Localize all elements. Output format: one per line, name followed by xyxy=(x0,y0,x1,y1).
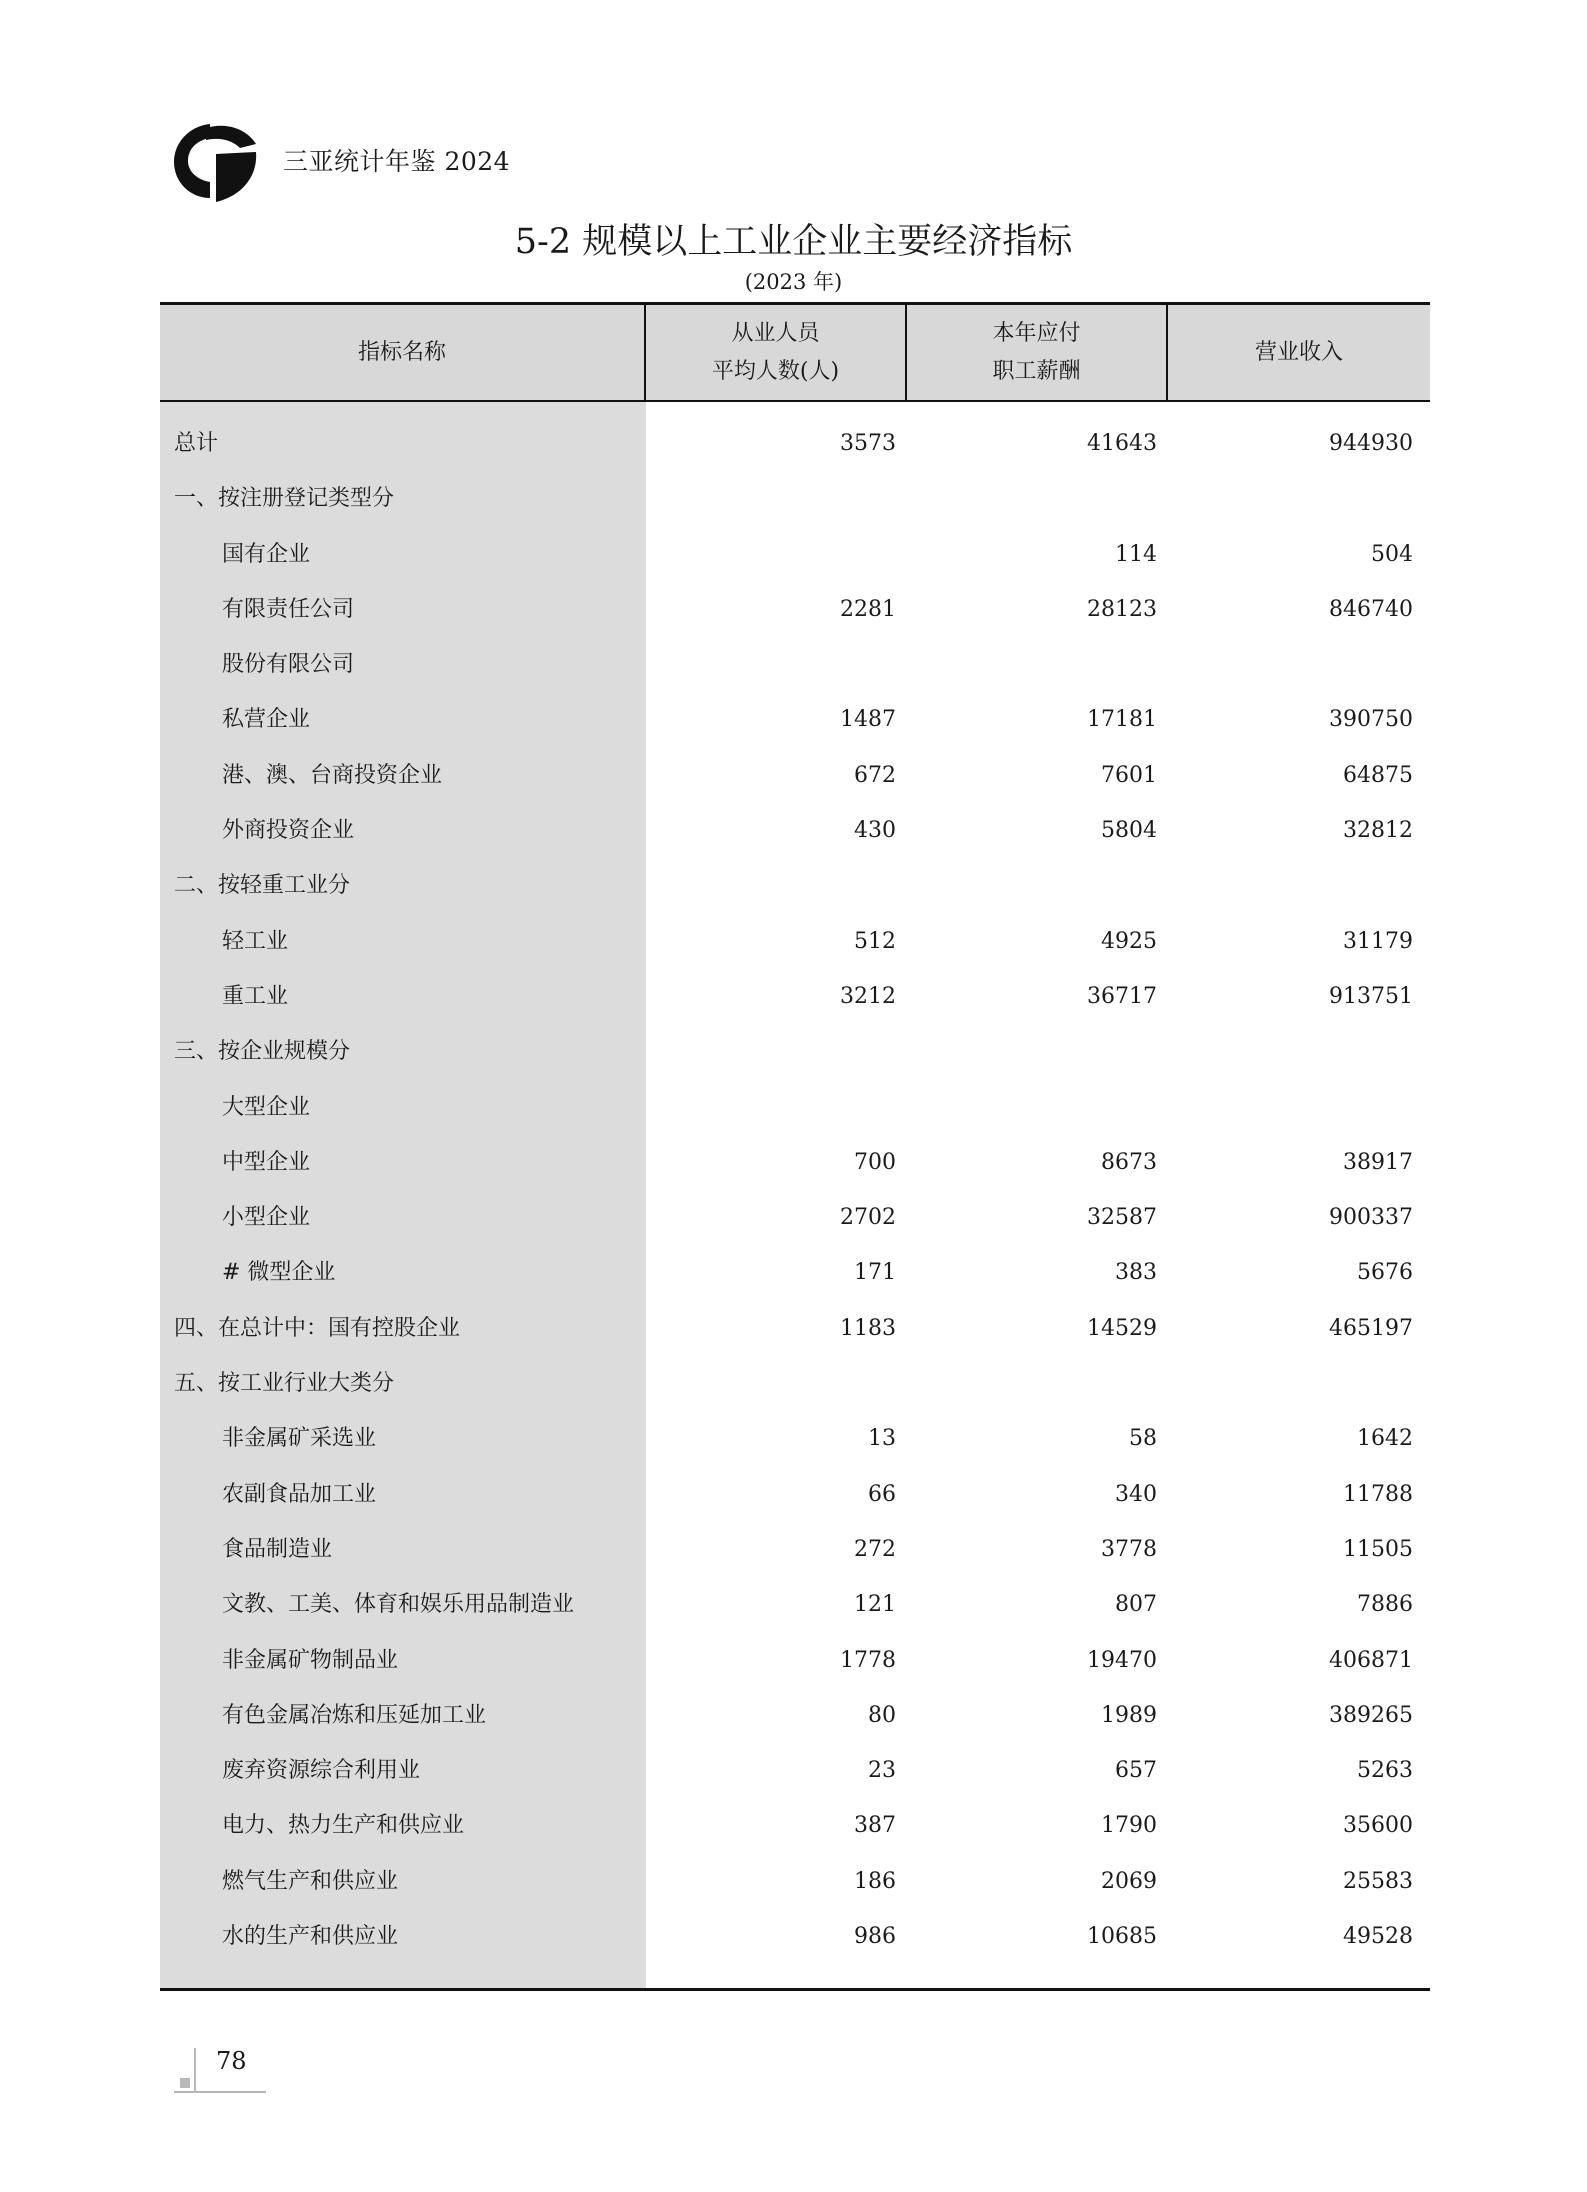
table-row xyxy=(160,1309,1430,1364)
revenue-value: 846740 xyxy=(1329,596,1413,622)
table-row xyxy=(160,1641,1430,1696)
row-name: 二、按轻重工业分 xyxy=(174,873,351,899)
column-header-revenue xyxy=(1168,305,1430,400)
row-name: 电力、热力生产和供应业 xyxy=(222,1813,465,1839)
employees-value: 986 xyxy=(854,1924,896,1950)
revenue-value: 913751 xyxy=(1329,983,1413,1009)
row-name: 有色金属冶炼和压延加工业 xyxy=(222,1702,487,1728)
row-name: # 微型企业 xyxy=(222,1260,336,1286)
payroll-value: 657 xyxy=(1115,1758,1157,1784)
table-row xyxy=(160,1364,1430,1419)
payroll-value: 340 xyxy=(1115,1481,1157,1507)
employees-value: 512 xyxy=(854,928,896,954)
employees-value: 387 xyxy=(854,1813,896,1839)
employees-value: 171 xyxy=(854,1260,896,1286)
payroll-value: 28123 xyxy=(1087,596,1157,622)
employees-value: 80 xyxy=(868,1702,896,1728)
table-row xyxy=(160,1585,1430,1640)
revenue-value: 11788 xyxy=(1343,1481,1413,1507)
payroll-value: 36717 xyxy=(1087,983,1157,1009)
employees-value: 672 xyxy=(854,762,896,788)
table-row xyxy=(160,645,1430,700)
revenue-value: 504 xyxy=(1371,541,1413,567)
payroll-value: 8673 xyxy=(1101,1149,1157,1175)
table-body xyxy=(160,424,1430,1972)
employees-value: 1778 xyxy=(840,1647,896,1673)
column-header-line: 从业人员 xyxy=(731,320,820,346)
table-row xyxy=(160,479,1430,534)
payroll-value: 17181 xyxy=(1087,707,1157,733)
page-number: 78 xyxy=(216,2047,247,2075)
payroll-value: 1989 xyxy=(1101,1702,1157,1728)
column-header-line: 本年应付 xyxy=(992,320,1081,346)
column-header-line: 职工薪酬 xyxy=(992,358,1081,384)
header-bottom-rule xyxy=(160,400,1430,402)
revenue-value: 35600 xyxy=(1343,1813,1413,1839)
payroll-value: 41643 xyxy=(1087,431,1157,456)
payroll-value: 2069 xyxy=(1101,1868,1157,1894)
yearbook-logo-icon xyxy=(170,118,260,204)
table-row xyxy=(160,1419,1430,1474)
employees-value: 121 xyxy=(854,1592,896,1618)
revenue-value: 31179 xyxy=(1343,928,1413,954)
employees-value: 430 xyxy=(854,818,896,844)
column-header-line: 指标名称 xyxy=(357,339,446,365)
page-marker-underline xyxy=(174,2091,266,2093)
table-row xyxy=(160,424,1430,479)
revenue-value: 1642 xyxy=(1357,1426,1413,1452)
employees-value: 2702 xyxy=(840,1205,896,1231)
payroll-value: 58 xyxy=(1129,1426,1157,1452)
row-name: 水的生产和供应业 xyxy=(222,1924,399,1950)
data-table xyxy=(160,302,1430,1991)
payroll-value: 32587 xyxy=(1087,1205,1157,1231)
payroll-value: 3778 xyxy=(1101,1536,1157,1562)
column-header-payroll xyxy=(907,305,1166,400)
table-row xyxy=(160,1862,1430,1917)
revenue-value: 7886 xyxy=(1357,1592,1413,1618)
row-name: 四、在总计中：国有控股企业 xyxy=(174,1315,461,1341)
table-row xyxy=(160,756,1430,811)
table-row xyxy=(160,1917,1430,1972)
employees-value: 23 xyxy=(868,1758,896,1784)
employees-value: 13 xyxy=(868,1426,896,1452)
row-name: 有限责任公司 xyxy=(222,596,355,622)
row-name: 大型企业 xyxy=(222,1094,311,1120)
payroll-value: 7601 xyxy=(1101,762,1157,788)
table-title: 5-2 规模以上工业企业主要经济指标 xyxy=(514,222,1073,262)
row-name: 轻工业 xyxy=(222,928,289,954)
book-title: 三亚统计年鉴 2024 xyxy=(283,147,511,176)
page-marker-icon xyxy=(180,2078,190,2088)
employees-value: 1183 xyxy=(840,1315,896,1341)
row-name: 国有企业 xyxy=(222,541,311,567)
payroll-value: 383 xyxy=(1115,1260,1157,1286)
revenue-value: 406871 xyxy=(1329,1647,1413,1673)
page-marker-line xyxy=(194,2048,196,2092)
revenue-value: 389265 xyxy=(1329,1702,1413,1728)
row-name: 总计 xyxy=(174,431,219,456)
row-name: 农副食品加工业 xyxy=(222,1481,377,1507)
row-name: 燃气生产和供应业 xyxy=(222,1868,399,1894)
row-name: 五、按工业行业大类分 xyxy=(174,1371,395,1397)
payroll-value: 14529 xyxy=(1087,1315,1157,1341)
employees-value: 700 xyxy=(854,1149,896,1175)
row-name: 废弃资源综合利用业 xyxy=(222,1758,421,1784)
table-row xyxy=(160,1806,1430,1861)
column-header-line: 营业收入 xyxy=(1254,339,1343,365)
row-name: 外商投资企业 xyxy=(222,818,355,844)
table-row xyxy=(160,922,1430,977)
revenue-value: 944930 xyxy=(1329,431,1413,456)
revenue-value: 5676 xyxy=(1357,1260,1413,1286)
table-bottom-rule xyxy=(160,1988,1430,1991)
revenue-value: 390750 xyxy=(1329,707,1413,733)
table-row xyxy=(160,590,1430,645)
revenue-value: 25583 xyxy=(1343,1868,1413,1894)
payroll-value: 1790 xyxy=(1101,1813,1157,1839)
row-name: 中型企业 xyxy=(222,1149,311,1175)
table-row xyxy=(160,1032,1430,1087)
table-row xyxy=(160,1198,1430,1253)
row-name: 食品制造业 xyxy=(222,1536,333,1562)
table-row xyxy=(160,1530,1430,1585)
row-name: 一、按注册登记类型分 xyxy=(174,486,395,512)
table-row xyxy=(160,977,1430,1032)
row-name: 重工业 xyxy=(222,983,289,1009)
employees-value: 3573 xyxy=(840,431,896,456)
table-row xyxy=(160,811,1430,866)
revenue-value: 38917 xyxy=(1343,1149,1413,1175)
row-name: 港、澳、台商投资企业 xyxy=(222,762,443,788)
row-name: 文教、工美、体育和娱乐用品制造业 xyxy=(222,1592,575,1618)
table-subtitle: (2023 年) xyxy=(744,270,843,294)
payroll-value: 4925 xyxy=(1101,928,1157,954)
table-row xyxy=(160,535,1430,590)
table-row xyxy=(160,700,1430,755)
table-row xyxy=(160,866,1430,921)
payroll-value: 5804 xyxy=(1101,818,1157,844)
payroll-value: 114 xyxy=(1115,541,1157,567)
payroll-value: 10685 xyxy=(1087,1924,1157,1950)
row-name: 私营企业 xyxy=(222,707,311,733)
table-row xyxy=(160,1475,1430,1530)
column-header-indicator xyxy=(160,305,644,400)
revenue-value: 5263 xyxy=(1357,1758,1413,1784)
employees-value: 1487 xyxy=(840,707,896,733)
table-row xyxy=(160,1751,1430,1806)
payroll-value: 19470 xyxy=(1087,1647,1157,1673)
column-header-employees xyxy=(646,305,905,400)
table-row xyxy=(160,1696,1430,1751)
payroll-value: 807 xyxy=(1115,1592,1157,1618)
table-row xyxy=(160,1253,1430,1308)
table-row xyxy=(160,1088,1430,1143)
row-name: 三、按企业规模分 xyxy=(174,1039,351,1065)
employees-value: 3212 xyxy=(840,983,896,1009)
revenue-value: 900337 xyxy=(1329,1205,1413,1231)
row-name: 小型企业 xyxy=(222,1205,311,1231)
employees-value: 66 xyxy=(868,1481,896,1507)
row-name: 非金属矿采选业 xyxy=(222,1426,377,1452)
table-row xyxy=(160,1143,1430,1198)
revenue-value: 64875 xyxy=(1343,762,1413,788)
row-name: 股份有限公司 xyxy=(222,652,355,678)
revenue-value: 11505 xyxy=(1343,1536,1413,1562)
column-header-line: 平均人数(人) xyxy=(711,358,840,384)
revenue-value: 465197 xyxy=(1329,1315,1413,1341)
employees-value: 186 xyxy=(854,1868,896,1894)
employees-value: 2281 xyxy=(840,596,896,622)
revenue-value: 49528 xyxy=(1343,1924,1413,1950)
revenue-value: 32812 xyxy=(1343,818,1413,844)
employees-value: 272 xyxy=(854,1536,896,1562)
row-name: 非金属矿物制品业 xyxy=(222,1647,399,1673)
